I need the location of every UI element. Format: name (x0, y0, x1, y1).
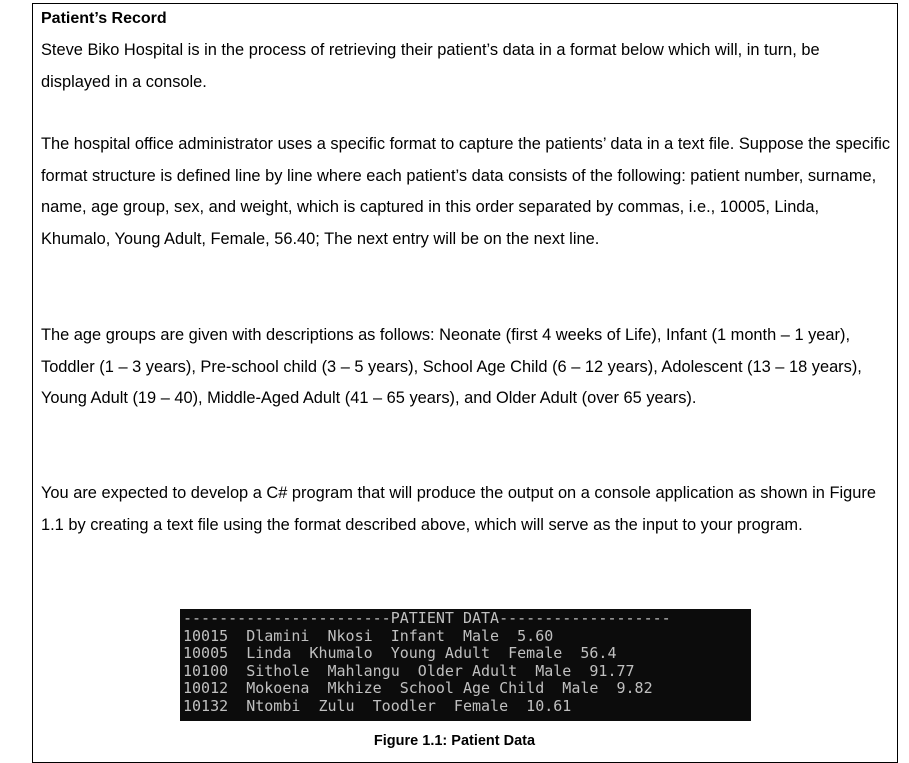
paragraph-intro: Steve Biko Hospital is in the process of retrieving their patient’s data in a format below which will, in turn, be displayed in a console. (41, 41, 820, 91)
figure-caption: Figure 1.1: Patient Data (373, 733, 536, 749)
console-row: 10012 Mokoena Mkhize School Age Child Male 9.82 (183, 679, 653, 697)
console-row: 10005 Linda Khumalo Young Adult Female 56.4 (183, 644, 617, 662)
document-title: Patient’s Record (41, 10, 167, 27)
console-row: 10015 Dlamini Nkosi Infant Male 5.60 (183, 626, 554, 645)
console-row: 10132 Ntombi Zulu Toodler Female 10.61 (183, 696, 572, 715)
paragraph-format: The hospital office administrator uses a specific format to capture the patients’ data in a text file. Suppose the specific format structure is defined line by line where each patient’s data consists of the following: patient number, surname, name, age group, sex, and weight, which is captured in this order separated by commas, i.e., 10005, Linda, Khumalo, Young Adult, Female, 56.40; The next entry will be on the next line. (41, 135, 891, 248)
paragraph-age-groups: The age groups are given with descriptions as follows: Neonate (first 4 weeks of Life), Infant (1 month – 1 year), Toddler (1 – 3 years), Pre-school child (3 – 5 years), School Age Child (6 – 12 years), Adolescent (13 – 18 years), Young Adult (19 – 40), Middle-Aged Adult (41 – 65 years), and Older Adult (over 65 years). (41, 326, 862, 407)
paragraph-task: You are expected to develop a C# program that will produce the output on a console application as shown in Figure 1.1 by creating a text file using the format described above, which will serve as the input to your program. (41, 484, 876, 534)
console-output-figure (180, 609, 751, 721)
console-header: -----------------------PATIENT DATA------------------- (183, 609, 671, 627)
console-row: 10100 Sithole Mahlangu Older Adult Male 91.77 (183, 661, 635, 680)
